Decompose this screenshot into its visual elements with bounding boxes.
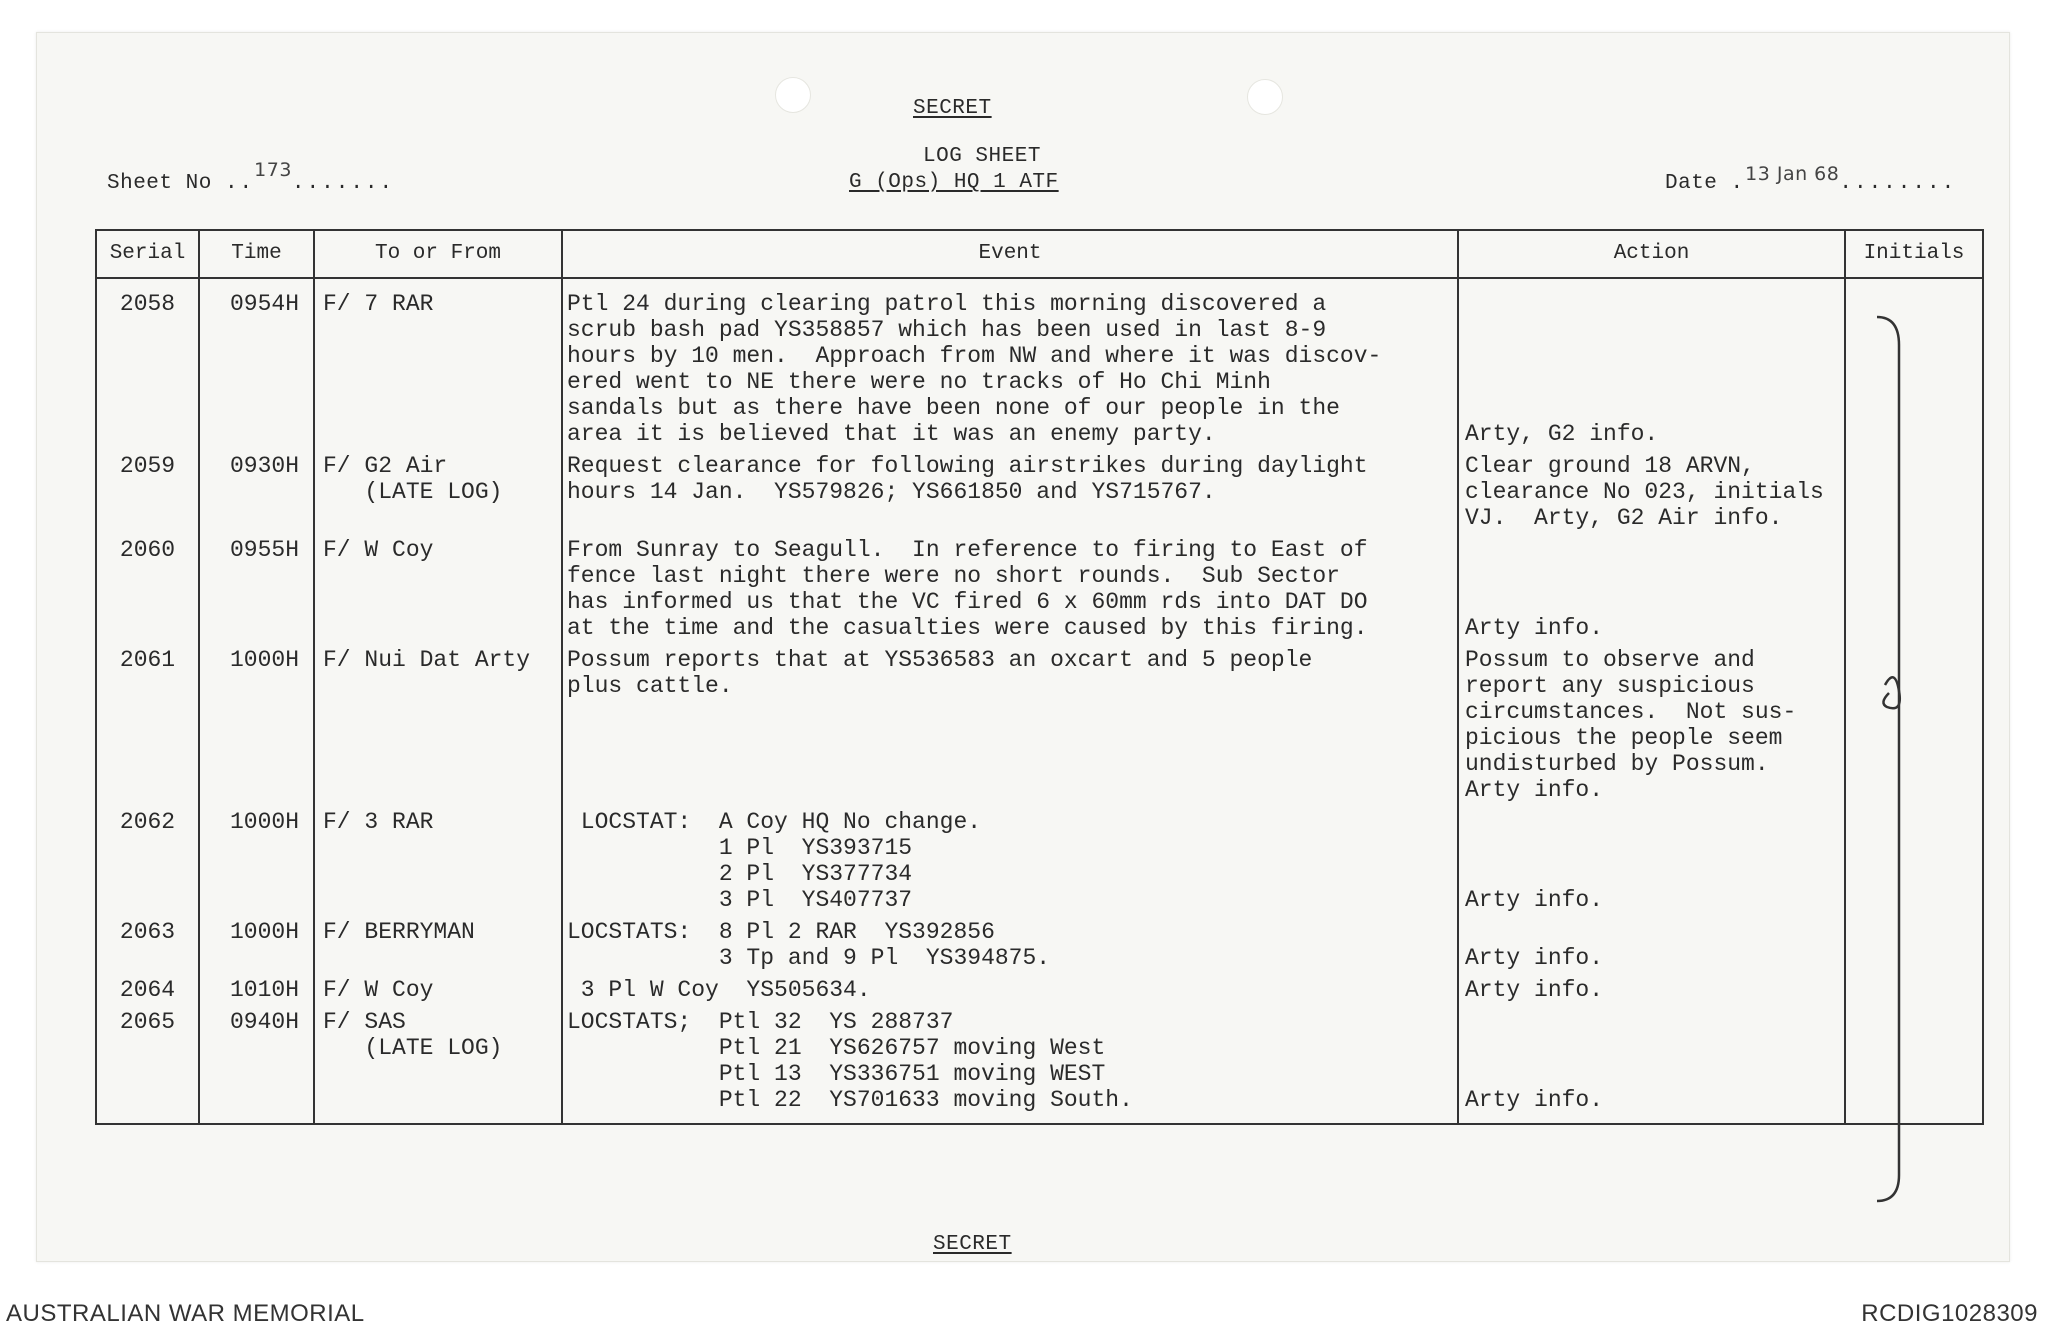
table-row <box>96 453 1983 537</box>
column-header-time: Time <box>199 230 314 278</box>
archive-credit: AUSTRALIAN WAR MEMORIAL <box>6 1300 365 1327</box>
column-header-action: Action <box>1458 230 1845 278</box>
initials-cell <box>1845 453 1983 537</box>
punch-hole <box>775 77 811 113</box>
event-cell: Possum reports that at YS536583 an oxcart and 5 people plus cattle. <box>562 647 1458 809</box>
event-cell: Request clearance for following airstrikes during daylight hours 14 Jan. YS579826; YS661850 and YS715767. <box>562 453 1458 537</box>
action-cell: Possum to observe and report any suspicious circumstances. Not sus- picious the people seem undisturbed by Possum. Arty info. <box>1458 647 1845 809</box>
to-or-from-cell: F/ Nui Dat Arty <box>314 647 562 809</box>
column-header-event: Event <box>562 230 1458 278</box>
serial-cell: 2064 <box>96 977 199 1009</box>
archive-reference: RCDIG1028309 <box>1861 1300 2038 1327</box>
table-row <box>96 278 1983 453</box>
date-label: Date <box>1665 172 1718 195</box>
date-value: 13 Jan 68 <box>1745 163 1840 185</box>
table-row <box>96 919 1983 977</box>
document-subtitle: G (Ops) HQ 1 ATF <box>849 171 1059 194</box>
initials-cell <box>1845 919 1983 977</box>
column-header-to-or-from: To or From <box>314 230 562 278</box>
log-table <box>95 229 1984 1125</box>
sheet-number-field: Sheet No ..173....... <box>107 159 395 195</box>
event-cell: 3 Pl W Coy YS505634. <box>562 977 1458 1009</box>
column-header-serial: Serial <box>96 230 199 278</box>
punch-hole <box>1247 79 1283 115</box>
table-row <box>96 809 1983 919</box>
serial-cell: 2059 <box>96 453 199 537</box>
date-field: Date .13 Jan 68........ <box>1665 163 1957 195</box>
time-cell: 0940H <box>199 1009 314 1124</box>
initials-bracket-mark <box>1875 315 1911 1205</box>
time-cell: 1010H <box>199 977 314 1009</box>
action-cell: Arty, G2 info. <box>1458 278 1845 453</box>
action-cell: Clear ground 18 ARVN, clearance No 023, initials VJ. Arty, G2 Air info. <box>1458 453 1845 537</box>
serial-cell: 2060 <box>96 537 199 647</box>
time-cell: 1000H <box>199 647 314 809</box>
action-cell: Arty info. <box>1458 919 1845 977</box>
table-row <box>96 977 1983 1009</box>
to-or-from-cell: F/ W Coy <box>314 537 562 647</box>
event-cell: LOCSTAT: A Coy HQ No change. 1 Pl YS393715 2 Pl YS377734 3 Pl YS407737 <box>562 809 1458 919</box>
log-sheet-paper <box>36 32 2010 1262</box>
serial-cell: 2065 <box>96 1009 199 1124</box>
serial-cell: 2062 <box>96 809 199 919</box>
event-cell: LOCSTATS; Ptl 32 YS 288737 Ptl 21 YS626757 moving West Ptl 13 YS336751 moving WEST Ptl 22 YS701633 moving South. <box>562 1009 1458 1124</box>
initials-cell <box>1845 647 1983 809</box>
sheet-number-label: Sheet No <box>107 172 212 195</box>
serial-cell: 2061 <box>96 647 199 809</box>
table-row <box>96 1009 1983 1124</box>
event-cell: From Sunray to Seagull. In reference to firing to East of fence last night there were no short rounds. Sub Sector has informed us that the VC fired 6 x 60mm rds into DAT DO at the time and the casualties were caused by this firing. <box>562 537 1458 647</box>
action-cell: Arty info. <box>1458 537 1845 647</box>
to-or-from-cell: F/ 3 RAR <box>314 809 562 919</box>
to-or-from-cell: F/ G2 Air (LATE LOG) <box>314 453 562 537</box>
classification-footer: SECRET <box>933 1233 1012 1256</box>
action-cell: Arty info. <box>1458 809 1845 919</box>
column-header-initials: Initials <box>1845 230 1983 278</box>
table-header-row <box>96 230 1983 278</box>
initials-cell <box>1845 1009 1983 1124</box>
time-cell: 1000H <box>199 919 314 977</box>
initials-cell <box>1845 537 1983 647</box>
table-row <box>96 647 1983 809</box>
sheet-number-value: 173 <box>254 159 292 181</box>
event-cell: LOCSTATS: 8 Pl 2 RAR YS392856 3 Tp and 9 Pl YS394875. <box>562 919 1458 977</box>
classification-header: SECRET <box>913 97 992 120</box>
to-or-from-cell: F/ BERRYMAN <box>314 919 562 977</box>
to-or-from-cell: F/ 7 RAR <box>314 278 562 453</box>
initials-cell <box>1845 278 1983 453</box>
to-or-from-cell: F/ SAS (LATE LOG) <box>314 1009 562 1124</box>
to-or-from-cell: F/ W Coy <box>314 977 562 1009</box>
action-cell: Arty info. <box>1458 977 1845 1009</box>
time-cell: 1000H <box>199 809 314 919</box>
table-row <box>96 537 1983 647</box>
time-cell: 0930H <box>199 453 314 537</box>
document-title: LOG SHEET <box>923 145 1041 168</box>
time-cell: 0955H <box>199 537 314 647</box>
event-cell: Ptl 24 during clearing patrol this morning discovered a scrub bash pad YS358857 which has been used in last 8-9 hours by 10 men. Approach from NW and where it was discov- ered went to NE there were no tracks of Ho Chi Minh sandals but as there have been none of our people in the area it is believed that it was an enemy party. <box>562 278 1458 453</box>
serial-cell: 2058 <box>96 278 199 453</box>
action-cell: Arty info. <box>1458 1009 1845 1124</box>
serial-cell: 2063 <box>96 919 199 977</box>
time-cell: 0954H <box>199 278 314 453</box>
initials-cell <box>1845 809 1983 919</box>
initials-cell <box>1845 977 1983 1009</box>
